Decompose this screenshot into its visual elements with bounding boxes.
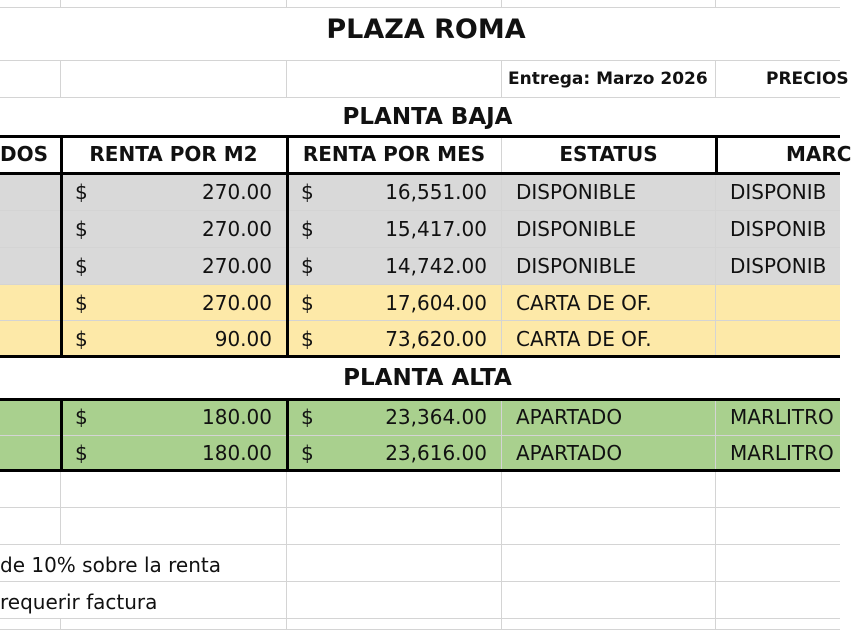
table-row	[0, 248, 840, 285]
currency-symbol: $	[301, 441, 314, 465]
renta-mes-value: 23,616.00	[385, 441, 487, 465]
renta-m2-value: 270.00	[202, 217, 272, 241]
section-title: PLANTA ALTA	[343, 365, 512, 391]
table-border	[0, 469, 840, 472]
renta-m2-value: 270.00	[202, 254, 272, 278]
table-row	[0, 399, 840, 436]
currency-symbol: $	[75, 217, 88, 241]
cell[interactable]	[716, 582, 840, 619]
cell[interactable]	[61, 619, 287, 630]
renta-mes-cell[interactable]	[287, 321, 502, 357]
marca-cell[interactable]: DISPONIB	[716, 174, 840, 211]
renta-mes-value: 73,620.00	[385, 327, 487, 351]
renta-m2-value: 90.00	[214, 327, 272, 351]
renta-m2-value: 270.00	[202, 291, 272, 315]
table-header-row	[0, 136, 852, 174]
renta-mes-cell[interactable]	[287, 285, 502, 321]
estatus-cell[interactable]: DISPONIBLE	[502, 174, 716, 211]
grid-row	[0, 619, 840, 630]
note-cell[interactable]: de 10% sobre la renta	[0, 545, 61, 582]
marca-cell[interactable]: DISPONIB	[716, 248, 840, 285]
cell[interactable]	[61, 508, 287, 545]
estatus-cell[interactable]: DISPONIBLE	[502, 211, 716, 248]
table-border	[286, 398, 289, 472]
cell[interactable]	[0, 508, 61, 545]
section-title: PLANTA BAJA	[342, 104, 513, 130]
currency-symbol: $	[301, 291, 314, 315]
header-cell[interactable]: DOS	[0, 136, 61, 174]
cell[interactable]	[502, 619, 716, 630]
cell[interactable]	[502, 582, 716, 619]
note-row	[0, 545, 840, 582]
table-row	[0, 174, 840, 211]
table-border	[60, 135, 63, 357]
cell[interactable]	[716, 508, 840, 545]
marca-cell[interactable]: MARLITRO	[716, 399, 840, 436]
renta-m2-cell[interactable]	[61, 399, 287, 436]
currency-symbol: $	[75, 291, 88, 315]
cell[interactable]	[287, 582, 502, 619]
cell[interactable]	[61, 471, 287, 508]
cell[interactable]	[0, 211, 61, 248]
renta-mes-value: 17,604.00	[385, 291, 487, 315]
cell[interactable]	[61, 0, 287, 8]
cell[interactable]	[716, 545, 840, 582]
renta-m2-cell[interactable]	[61, 285, 287, 321]
header-cell[interactable]: RENTA POR M2	[61, 136, 287, 174]
renta-mes-cell[interactable]	[287, 436, 502, 471]
renta-mes-cell[interactable]	[287, 399, 502, 436]
currency-symbol: $	[301, 180, 314, 204]
table-border	[60, 398, 63, 472]
cell[interactable]	[287, 619, 502, 630]
renta-mes-cell[interactable]	[287, 248, 502, 285]
cell[interactable]	[287, 545, 502, 582]
grid-row	[0, 508, 840, 545]
currency-symbol: $	[75, 327, 88, 351]
cell[interactable]	[287, 508, 502, 545]
cell[interactable]	[287, 60, 502, 98]
renta-mes-value: 15,417.00	[385, 217, 487, 241]
estatus-cell[interactable]: CARTA DE OF.	[502, 285, 716, 321]
cell[interactable]	[0, 285, 61, 321]
marca-cell[interactable]	[716, 285, 840, 321]
renta-mes-value: 16,551.00	[385, 180, 487, 204]
table-border	[286, 135, 289, 357]
currency-symbol: $	[301, 217, 314, 241]
section-planta-alta[interactable]	[0, 357, 840, 400]
note-row	[0, 582, 840, 619]
table-row	[0, 285, 840, 321]
table-border	[0, 398, 840, 401]
marca-cell[interactable]: DISPONIB	[716, 211, 840, 248]
marca-cell[interactable]: MARLITRO	[716, 436, 840, 471]
currency-symbol: $	[301, 254, 314, 278]
entrega-cell[interactable]: Entrega: Marzo 2026	[502, 60, 716, 98]
cell[interactable]	[0, 321, 61, 357]
cell[interactable]	[287, 471, 502, 508]
cell[interactable]	[502, 471, 716, 508]
table-border	[0, 172, 840, 175]
section-planta-baja[interactable]	[0, 98, 840, 137]
grid-row-top	[0, 0, 840, 8]
renta-m2-value: 180.00	[202, 405, 272, 429]
header-cell[interactable]: ESTATUS	[502, 136, 716, 174]
table-row	[0, 211, 840, 248]
currency-symbol: $	[301, 405, 314, 429]
renta-m2-cell[interactable]	[61, 174, 287, 211]
table-border	[715, 135, 718, 175]
cell[interactable]	[0, 471, 61, 508]
marca-cell[interactable]	[716, 321, 840, 357]
renta-m2-cell[interactable]	[61, 436, 287, 471]
renta-m2-cell[interactable]	[61, 321, 287, 357]
cell[interactable]	[0, 174, 61, 211]
currency-symbol: $	[75, 180, 88, 204]
cell[interactable]	[502, 545, 716, 582]
cell[interactable]	[0, 436, 61, 471]
renta-mes-cell[interactable]	[287, 174, 502, 211]
renta-mes-value: 14,742.00	[385, 254, 487, 278]
table-border	[0, 135, 840, 138]
estatus-cell[interactable]: APARTADO	[502, 436, 716, 471]
currency-symbol: $	[75, 254, 88, 278]
currency-symbol: $	[75, 441, 88, 465]
header-cell[interactable]: MARC	[716, 136, 840, 174]
cell[interactable]	[716, 0, 840, 8]
table-row	[0, 436, 840, 471]
renta-mes-value: 23,364.00	[385, 405, 487, 429]
cell[interactable]	[716, 471, 840, 508]
cell[interactable]	[0, 60, 61, 98]
renta-m2-value: 270.00	[202, 180, 272, 204]
currency-symbol: $	[75, 405, 88, 429]
grid-row	[0, 471, 840, 508]
cell[interactable]	[502, 0, 716, 8]
cell[interactable]	[0, 619, 61, 630]
header-cell[interactable]: RENTA POR MES	[287, 136, 502, 174]
estatus-cell[interactable]: CARTA DE OF.	[502, 321, 716, 357]
cell[interactable]	[0, 399, 61, 436]
cell[interactable]	[0, 0, 61, 8]
table-border	[0, 355, 840, 358]
estatus-cell[interactable]: APARTADO	[502, 399, 716, 436]
precios-cell[interactable]: PRECIOS	[716, 60, 840, 98]
currency-symbol: $	[301, 327, 314, 351]
entrega-row	[0, 60, 849, 98]
cell[interactable]	[502, 508, 716, 545]
renta-mes-cell[interactable]	[287, 211, 502, 248]
title-row[interactable]	[0, 8, 840, 61]
renta-m2-cell[interactable]	[61, 248, 287, 285]
cell[interactable]	[61, 60, 287, 98]
cell[interactable]	[716, 619, 840, 630]
renta-m2-cell[interactable]	[61, 211, 287, 248]
sheet-title: PLAZA ROMA	[326, 14, 526, 45]
renta-m2-value: 180.00	[202, 441, 272, 465]
table-row	[0, 321, 840, 357]
estatus-cell[interactable]: DISPONIBLE	[502, 248, 716, 285]
cell[interactable]	[287, 0, 502, 8]
cell[interactable]	[0, 248, 61, 285]
note-cell[interactable]: requerir factura	[0, 582, 61, 619]
